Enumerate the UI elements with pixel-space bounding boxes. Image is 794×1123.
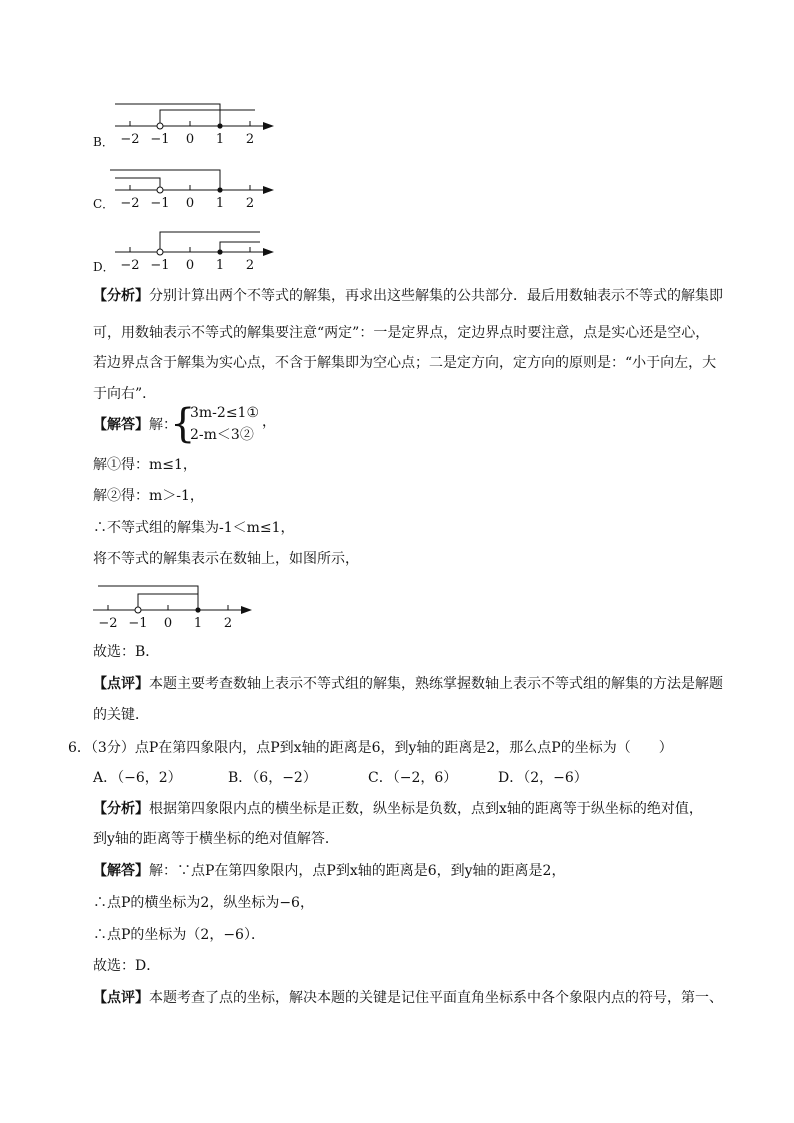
tick-label: −2: [98, 616, 118, 631]
q6-solution-line-2: ∴点P的横坐标为2，纵坐标为−6，: [93, 895, 314, 911]
analysis-line-3: 若边界点含于解集为实心点，不含于解集即为空心点；二是定方向，定方向的原则是：“小于向左，大: [93, 355, 717, 371]
q6-comment-tag: 【点评】: [93, 990, 149, 1006]
tick-label: 0: [163, 616, 173, 631]
tick-label: −1: [150, 258, 170, 273]
q6-solution-tag: 【解答】: [93, 863, 149, 879]
tick-label: 1: [193, 616, 203, 631]
axis-arrow: [263, 122, 274, 130]
system-suffix: ，: [262, 414, 276, 430]
open-point: [157, 187, 163, 193]
comment-line-2: 的关键．: [93, 707, 149, 723]
q6-analysis-line-1: 【分析】根据第四象限内点的横坐标是正数，纵坐标是负数，点到x轴的距离等于纵坐标的绝对值，: [93, 801, 703, 817]
tick-label: −2: [120, 258, 140, 273]
axis-arrow: [241, 606, 252, 614]
q6-comment-line-1: 【点评】本题考查了点的坐标，解决本题的关键是记住平面直角坐标系中各个象限内点的符号，第一、: [93, 990, 723, 1006]
comment-tag: 【点评】: [93, 676, 149, 692]
tick-label: 1: [215, 196, 225, 211]
q6-options: [93, 769, 588, 787]
number-line-option-b: [110, 96, 285, 151]
q6-option-d: D．（2，−6）: [498, 770, 588, 786]
analysis-tag: 【分析】: [93, 288, 149, 304]
solution-line-2: 解②得：m＞-1，: [93, 488, 204, 504]
solution-tag: 【解答】: [93, 417, 149, 433]
q6-analysis-tag: 【分析】: [93, 801, 149, 817]
q6-option-a: A．（−6，2）: [93, 770, 182, 786]
tick-label: −2: [120, 132, 140, 147]
closed-point: [217, 249, 222, 254]
analysis-line-1: 【分析】分别计算出两个不等式的解集，再求出这些解集的公共部分．最后用数轴表示不等式的解集即: [93, 288, 723, 304]
option-d-label: D．: [93, 260, 115, 274]
tick-label: 1: [215, 258, 225, 273]
system-eq-2: 2-m＜3②: [190, 427, 254, 443]
solution-line-3: ∴不等式组的解集为-1＜m≤1，: [93, 520, 295, 536]
tick-label: 0: [185, 196, 195, 211]
q6-solution-line-3: ∴点P的坐标为（2，−6）．: [93, 927, 265, 943]
analysis-line-2: 可，用数轴表示不等式的解集要注意“两定”：一是定界点，定边界点时要注意，点是实心还是空心，: [93, 325, 710, 341]
solution-line-4: 将不等式的解集表示在数轴上，如图所示，: [93, 551, 359, 567]
tick-label: −2: [120, 196, 140, 211]
q6-number: 6．: [68, 740, 91, 756]
solution-bracket-left-open: [115, 178, 160, 190]
solution-bracket-right: [160, 110, 255, 126]
tick-label: 2: [245, 132, 255, 147]
comment-line-1: 【点评】本题主要考查数轴上表示不等式组的解集，熟练掌握数轴上表示不等式组的解集的方法是解题: [93, 676, 723, 692]
number-line-option-c: [110, 160, 295, 215]
closed-point: [217, 123, 222, 128]
axis-arrow: [263, 186, 274, 194]
axis-arrow: [263, 248, 274, 256]
solution-line-head: 【解答】解：: [93, 417, 177, 433]
closed-point: [195, 607, 200, 612]
solution-bracket-left: [98, 586, 198, 610]
closed-point: [217, 187, 222, 192]
tick-label: 2: [245, 258, 255, 273]
analysis-line-4: 于向右”．: [93, 386, 157, 402]
open-point: [135, 607, 141, 613]
q6-text: 点P在第四象限内，点P到x轴的距离是6，到y轴的距离是2，那么点P的坐标为（ ）: [134, 740, 673, 756]
tick-label: −1: [128, 616, 148, 631]
number-line-option-d: [110, 222, 285, 277]
q6-analysis-line-2: 到y轴的距离等于横坐标的绝对值解答．: [93, 831, 339, 847]
tick-label: −1: [150, 132, 170, 147]
solution-bracket-left: [115, 104, 220, 126]
solution-choice: 故选：B．: [93, 644, 160, 660]
solution-line-1: 解①得：m≤1，: [93, 457, 197, 473]
tick-label: 0: [185, 258, 195, 273]
q6-solution-line-1: 【解答】解：∵点P在第四象限内，点P到x轴的距离是6，到y轴的距离是2，: [93, 863, 566, 879]
option-c-label: C．: [93, 197, 115, 211]
system-eq-1: 3m-2≤1①: [190, 405, 260, 421]
open-point: [157, 123, 163, 129]
tick-label: −1: [150, 196, 170, 211]
q6-score: （3分）: [90, 740, 135, 756]
q6-stem: [68, 739, 673, 757]
q6-option-c: C．（−2，6）: [368, 770, 458, 786]
option-b-label: B．: [93, 135, 114, 149]
tick-label: 2: [245, 196, 255, 211]
tick-label: 0: [185, 132, 195, 147]
tick-label: 2: [223, 616, 233, 631]
tick-label: 1: [215, 132, 225, 147]
system-brace: {: [170, 401, 196, 447]
q6-option-b: B．（6，−2）: [228, 770, 317, 786]
q6-solution-line-4: 故选：D．: [93, 958, 161, 974]
solution-bracket-left-closed: [110, 170, 220, 190]
solution-bracket-right-closed: [220, 242, 260, 252]
number-line-solution: [88, 580, 263, 635]
open-point: [157, 249, 163, 255]
